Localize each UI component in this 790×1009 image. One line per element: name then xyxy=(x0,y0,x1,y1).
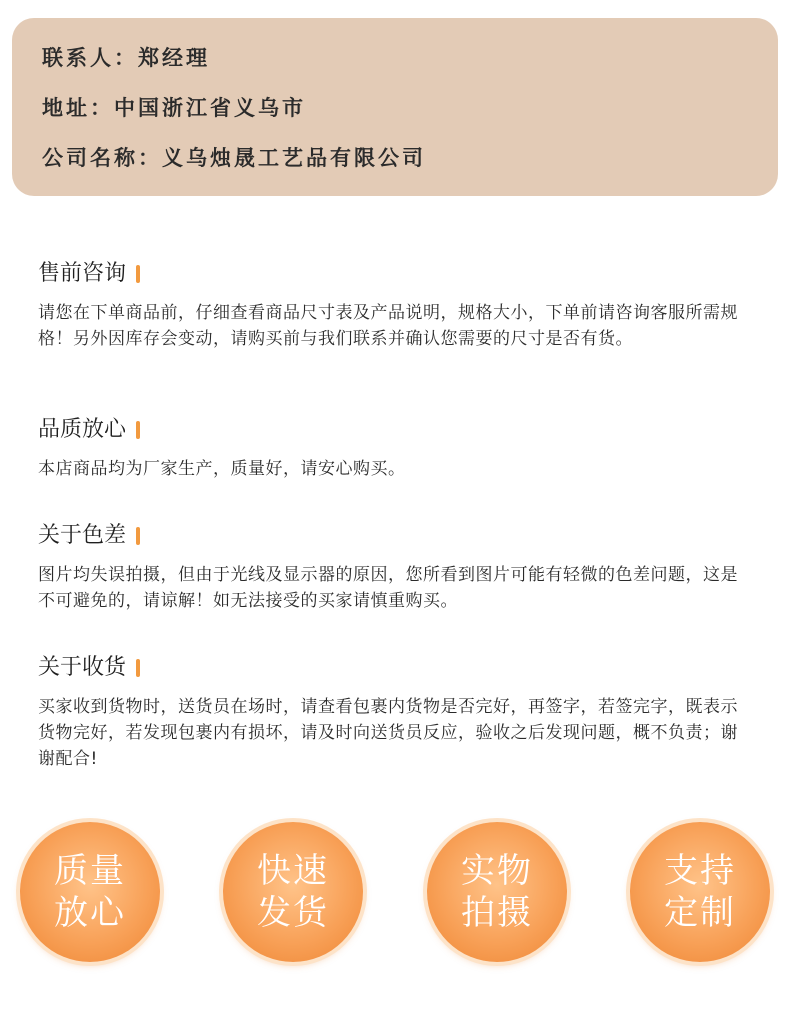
section-title xyxy=(38,412,754,448)
section-title-text: 关于收货 xyxy=(38,655,127,680)
section-quality xyxy=(38,412,754,482)
accent-bar-icon xyxy=(136,527,140,545)
section-title-text: 关于色差 xyxy=(38,523,127,548)
contact-company: 公司名称：义乌烛晟工艺品有限公司 xyxy=(42,146,426,170)
badge-real-photos xyxy=(427,822,567,962)
badge-label: 质量放心 xyxy=(54,851,126,933)
section-body: 图片均失误拍摄，但由于光线及显示器的原因，您所看到图片可能有轻微的色差问题，这是不可避免的，请谅解！如无法接受的买家请慎重购买。 xyxy=(38,565,738,611)
badge-quality xyxy=(20,822,160,962)
section-title xyxy=(38,256,754,292)
section-body: 本店商品均为厂家生产，质量好，请安心购买。 xyxy=(38,459,406,479)
feature-badges xyxy=(0,822,790,972)
badge-label: 支持定制 xyxy=(664,851,736,933)
section-title-text: 售前咨询 xyxy=(38,261,127,286)
section-receiving xyxy=(38,650,754,772)
badge-label: 实物拍摄 xyxy=(461,851,533,933)
accent-bar-icon xyxy=(136,265,140,283)
accent-bar-icon xyxy=(136,659,140,677)
section-body: 买家收到货物时，送货员在场时，请查看包裹内货物是否完好，再签字，若签完字，既表示货物完好，若发现包裹内有损坏，请及时向送货员反应，验收之后发现问题，概不负责；谢谢配合! xyxy=(38,697,738,769)
section-color-difference xyxy=(38,518,754,614)
contact-card xyxy=(12,18,778,196)
badge-label: 快速发货 xyxy=(257,851,329,933)
badge-customization xyxy=(630,822,770,962)
contact-person: 联系人：郑经理 xyxy=(42,46,210,70)
section-title xyxy=(38,650,754,686)
contact-address: 地址：中国浙江省义乌市 xyxy=(42,96,306,120)
section-title xyxy=(38,518,754,554)
accent-bar-icon xyxy=(136,421,140,439)
section-presale xyxy=(38,256,754,352)
section-title-text: 品质放心 xyxy=(38,417,127,442)
section-body: 请您在下单商品前，仔细查看商品尺寸表及产品说明，规格大小，下单前请咨询客服所需规格！另外因库存会变动，请购买前与我们联系并确认您需要的尺寸是否有货。 xyxy=(38,303,738,349)
badge-fast-delivery xyxy=(223,822,363,962)
